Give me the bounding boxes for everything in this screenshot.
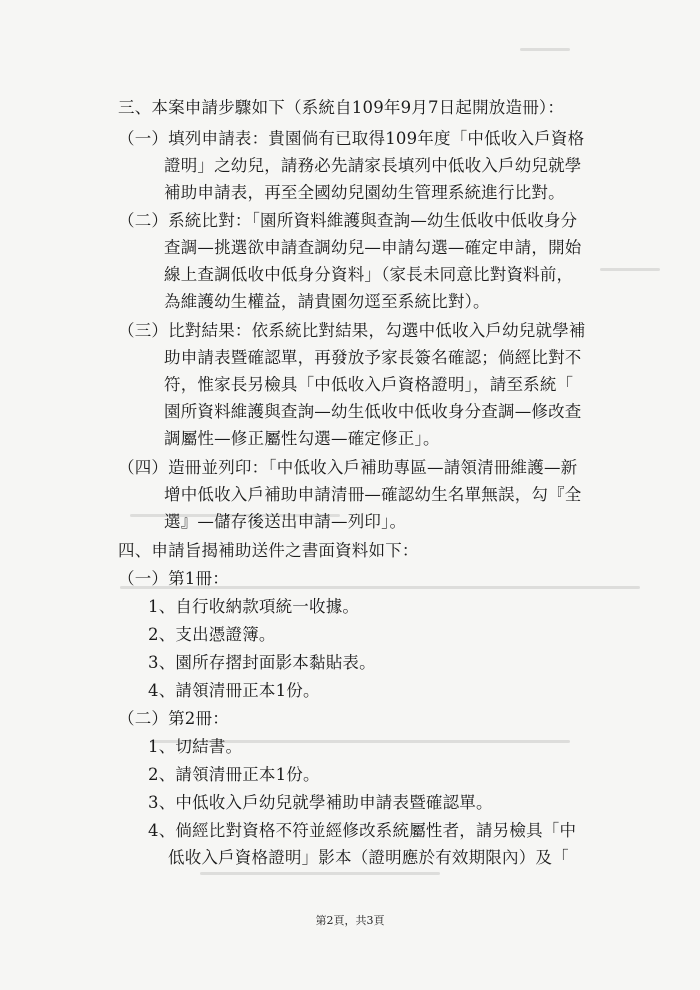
book-1-item: 2、支出憑證簿。 bbox=[148, 625, 276, 644]
item-1-line-2: 證明」之幼兒，請務必先請家長填列中低收入戶幼兒就學 bbox=[164, 156, 582, 175]
book-2-item: 3、中低收入戶幼兒就學補助申請表暨確認單。 bbox=[148, 793, 493, 812]
item-2-line-2: 查調—挑選欲申請查調幼兒—申請勾選—確定申請，開始 bbox=[164, 238, 582, 257]
item-3-line-1: （三）比對結果：依系統比對結果，勾選中低收入戶幼兒就學補 bbox=[118, 321, 586, 340]
item-4-line-2: 增中低收入戶補助申請清冊—確認幼生名單無誤，勾『全 bbox=[164, 485, 582, 504]
item-2-line-4: 為維護幼生權益，請貴園勿逕至系統比對）。 bbox=[164, 292, 490, 311]
bleed-through-mark bbox=[600, 268, 660, 271]
item-3-line-4: 園所資料維護與查詢—幼生低收中低收身分查調—修改查 bbox=[164, 402, 582, 421]
item-4-line-1: （四）造冊並列印：「中低收入戶補助專區—請領清冊維護—新 bbox=[118, 458, 578, 477]
item-3-line-3: 符，惟家長另檢具「中低收入戶資格證明」，請至系統「 bbox=[164, 375, 574, 394]
bleed-through-mark bbox=[200, 872, 440, 875]
book-1-label: （一）第1冊： bbox=[118, 569, 229, 588]
book-2-item: 4、倘經比對資格不符並經修改系統屬性者，請另檢具「中 bbox=[148, 821, 577, 840]
item-1-line-3: 補助申請表，再至全國幼兒園幼生管理系統進行比對。 bbox=[164, 183, 565, 202]
section-3-heading: 三、本案申請步驟如下（系統自109年9月7日起開放造冊）： bbox=[118, 98, 565, 117]
item-4-line-3: 選』—儲存後送出申請—列印」。 bbox=[164, 512, 407, 531]
item-2-line-3: 線上查調低收中低身分資料」（家長未同意比對資料前， bbox=[164, 265, 574, 284]
section-4-heading: 四、申請旨揭補助送件之書面資料如下： bbox=[118, 541, 419, 560]
item-1-line-1: （一）填列申請表：貴園倘有已取得109年度「中低收入戶資格 bbox=[118, 129, 585, 148]
item-3-line-2: 助申請表暨確認單，再發放予家長簽名確認；倘經比對不 bbox=[164, 348, 582, 367]
book-2-item: 2、請領清冊正本1份。 bbox=[148, 765, 320, 784]
book-1-item: 4、請領清冊正本1份。 bbox=[148, 681, 320, 700]
book-2-item-continuation: 低收入戶資格證明」影本（證明應於有效期限內）及「 bbox=[168, 848, 569, 867]
bleed-through-mark bbox=[520, 48, 570, 51]
item-2-line-1: （二）系統比對：「園所資料維護與查詢—幼生低收中低收身分 bbox=[118, 211, 578, 230]
book-2-item: 1、切結書。 bbox=[148, 737, 243, 756]
item-3-line-5: 調屬性—修正屬性勾選—確定修正」。 bbox=[164, 429, 440, 448]
book-1-item: 1、自行收納款項統一收據。 bbox=[148, 597, 360, 616]
book-2-label: （二）第2冊： bbox=[118, 709, 229, 728]
book-1-item: 3、園所存摺封面影本黏貼表。 bbox=[148, 653, 376, 672]
page-number: 第2頁，共3頁 bbox=[315, 914, 385, 927]
